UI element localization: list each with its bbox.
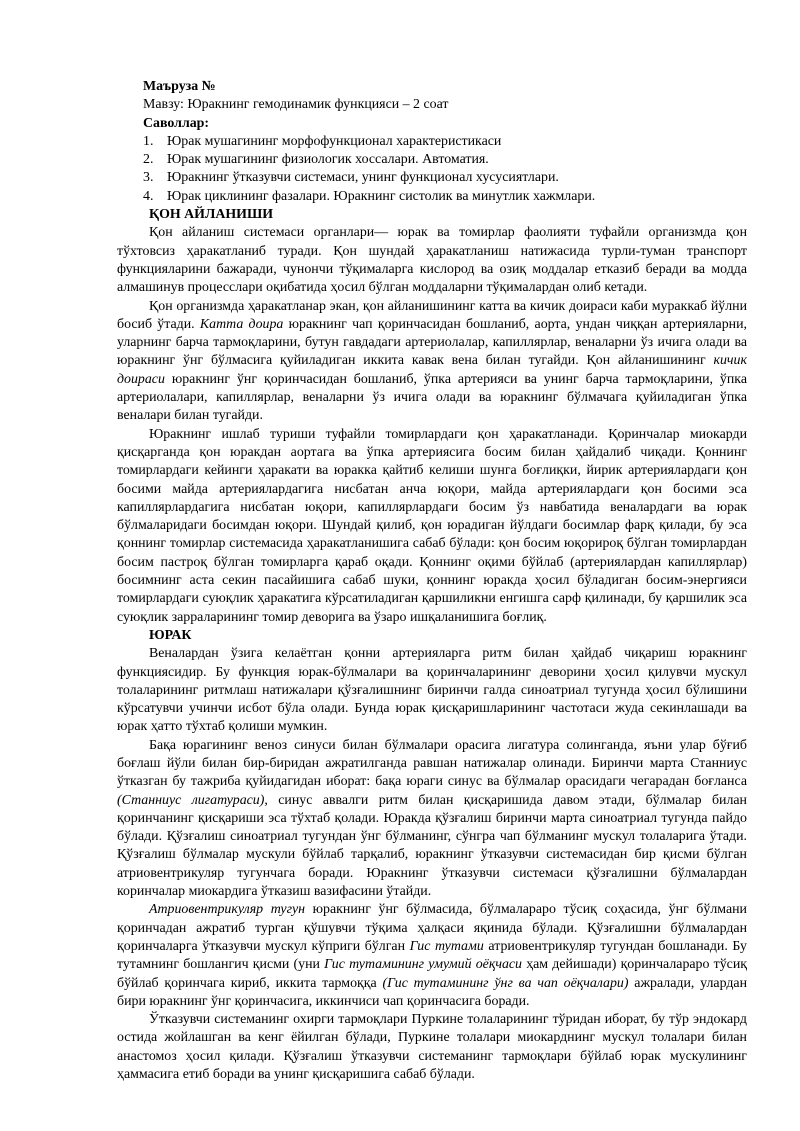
paragraph xyxy=(117,901,747,1011)
list-item-text: Юрак мушагининг морфофункционал характеристикаси xyxy=(167,133,502,149)
paragraph-text: ажралади, улардан бири юракнинг ўнг қоринчасига, иккинчиси чап қоринчасига боради. xyxy=(117,975,748,1009)
document-page xyxy=(117,78,747,1084)
paragraph-text: Қон организмда ҳаракатланар экан, қон айланишининг катта ва кичик доираси каби мураккаб йўлни босиб ўтади. xyxy=(117,298,747,332)
list-item-text: Юракнинг ўтказувчи системаси, унинг функционал хусусиятлари. xyxy=(167,170,559,186)
italic-term: Атриовентрикуляр тугун xyxy=(149,902,306,918)
list-item-number: 3. xyxy=(143,170,154,186)
paragraph-text: юракнинг чап қоринчасидан бошланиб, аорта, ундан чиққан артерияларни, уларнинг барча тармоқларини, бутун гавдадаги артериолалар, капиллярлар, веналарни ўз ичига олади ва юракнинг ўнг бўлмасига қуйиладиган иккита кавак вена билан тугайди. Қон айланишининг xyxy=(117,316,747,369)
italic-term: (Гис тутамининг ўнг ва чап оёқчалари) xyxy=(382,975,629,991)
list-item-text: Юрак мушагининг физиологик хоссалари. Автоматия. xyxy=(167,152,489,168)
italic-term: кичик доираси xyxy=(117,353,747,387)
lecture-number: Маъруза № xyxy=(143,79,216,94)
paragraph xyxy=(117,737,747,902)
paragraph xyxy=(117,298,747,426)
paragraph-text: юракнинг ўнг бўлмасида, бўлмалараро тўсиқ соҳасида, ўнг бўлмани қоринчадан ажратиб турган қўшувчи тўқима ҳалқаси яқинида бўлади. Қўзғалишни бўлмалардан қоринчаларга ўтказувчи мускул кўприги бўлган xyxy=(117,902,747,954)
italic-term: Гис тутами xyxy=(409,938,484,954)
paragraph: Ўтказувчи системанинг охирги тармоқлари Пуркине толаларининг тўридан иборат, бу тўр эндокард остида жойлашган ва кенг ёйилган бўлади, Пуркине толалари миокарднинг мускул толалари билан анастомоз ҳосил қилади. Қўзғалиш ўтказувчи системанинг тармоқлари бўйлаб юрак мускулининг ҳаммасига етиб боради ва унинг қисқаришига сабаб бўлади. xyxy=(117,1012,747,1083)
list-item-number: 2. xyxy=(143,152,154,168)
italic-term: Гис тутамининг умумий оёқчаси xyxy=(324,957,522,973)
list-item-text: Юрак циклининг фазалари. Юракнинг систолик ва минутлик хажмлари. xyxy=(167,188,596,204)
paragraph-text: атриовентрикуляр тугундан бошланади. Бу тутамнинг бошлангич қисми (уни xyxy=(117,938,747,973)
list-item-number: 1. xyxy=(143,133,154,149)
italic-term: (Станниус лигатураси) xyxy=(117,792,265,808)
questions-heading: Саволлар: xyxy=(143,115,210,131)
list-item xyxy=(143,133,747,151)
document-header xyxy=(143,78,747,206)
list-item xyxy=(143,188,747,206)
paragraph-text: юракнинг ўнг қоринчасидан бошланиб, ўпка артерияси ва унинг барча тармоқларини, ўпка артериолалари, капиллярлар, веналарни ўз ичига олади ва юракнинг бўлмачага қуйиладиган ўпка веналари билан тугайди. xyxy=(117,371,747,424)
questions-list xyxy=(143,133,747,206)
list-item-number: 4. xyxy=(143,188,154,204)
italic-term: Катта доира xyxy=(199,316,284,332)
list-item xyxy=(143,151,747,169)
paragraph-text: ҳам дейишади) қоринчалараро тўсиқ бўйлаб қоринчага кириб, иккита тармоққа xyxy=(117,957,747,991)
paragraph-text: Бақа юрагининг веноз синуси билан бўлмалари орасига лигатура солинганда, яъни улар бўғиб боғлаш йўли билан бир-биридан ажратилганда равшан натижалар олинади. Биринчи марта Станниус ўтказган бу тажриба қуйидагидан иборат: бақа юраги синус ва бўлмалар орасидаги чегарадан боғланса xyxy=(117,737,747,790)
paragraph: Веналардан ўзига келаётган қонни артерияларга ритм билан ҳайдаб чиқариш юракнинг функциясидир. Бу функция юрак-бўлмалари ва қоринчаларининг деворини ҳосил қилувчи мускул толаларининг ритмлаш натижалари қўзғалишнинг биринчи галда синоатриал тугунда ҳосил бўлишини кўрсатувчи учинчи исбот бўла олади. Бунда юрак қисқаришларининг частотаси жуда секинлашади ва юрак ҳатто тўхтаб қолиши мумкин. xyxy=(117,646,747,735)
section-title-heart: ЮРАК xyxy=(149,627,192,643)
list-item xyxy=(143,169,747,187)
section-title-blood-circulation: ҚОН АЙЛАНИШИ xyxy=(149,207,274,223)
paragraph: Қон айланиш системаси органлари— юрак ва томирлар фаолияти туфайли организмда қон тўхтовсиз ҳаракатланиб туради. Қон шундай ҳаракатланиш натижасида турли-туман транспорт функцияларини бажаради, чунончи тўқималарга кислород ва озиқ моддалар етказиб беради ва модда алмашинув процесслари оқибатида ҳосил бўлган моддаларни тўқималардан олиб кетади. xyxy=(117,225,747,296)
paragraph: Юракнинг ишлаб туриши туфайли томирлардаги қон ҳаракатланади. Қоринчалар миокарди қисқарганда қон юракдан аортага ва ўпка артериясига босим билан ҳайдалиб чиқади. Қоннинг томирлардаги кейинги ҳаракати ва юракка қайтиб келиши шунга боғлиқки, йирик артериялардаги қон босими майда артериялардагига нисбатан анча юқори, майда артериялардаги қон босими эса капиллярлардагига нисбатан юқори, капиллярлардаги босим ўз навбатида веналардаги ва юрак бўлмаларидаги босимдан юқори. Шундай қилиб, қон юрадиган йўлдаги босимлар фарқ қилади, бу эса қоннинг томирлар системасида ҳаракатланишига сабаб бўлади: қон босим юқорироқ бўлган томирлардан босим пастроқ бўлган томирларга қараб оқади. Қоннинг оқими бўйлаб (артериялардан капиллярлар) босимнинг аста секин пасайишига сабаб шуки, қоннинг юракда ҳосил бўладиган босим-энергияси томирлардаги суюқлик ҳаракатига кўрсатиладиган қаршиликни енгишга сарф қилинади, бу қаршилик эса суюқлик зарраларининг томир деворига ва ўзаро ишқаланишига боғлиқ. xyxy=(117,426,747,625)
paragraph-text: , синус аввалги ритм билан қисқаришида давом этади, бўлмалар билан қоринчанинг қисқариши эса тўхтаб қолади. Юракда қўзғалиш биринчи марта синоатриал тугунда пайдо бўлади. Қўзғалиш синоатриал тугундан ўнг бўлманинг, сўнгра чап бўлманинг мускул толаларига ўтади. Қўзғалиш бўлмалар мускули бўйлаб тарқалиб, юракнинг ўтказувчи системасидан бир қисми бўлган атриовентрикуляр тугунчага боради. Юракнинг ўтказувчи системаси қўзғалишни бўлмалардан коринчалар миокардига ўтказиш вазифасини ўтайди. xyxy=(117,792,747,900)
lecture-topic: Мавзу: Юракнинг гемодинамик функцияси – 2 соат xyxy=(143,97,449,113)
